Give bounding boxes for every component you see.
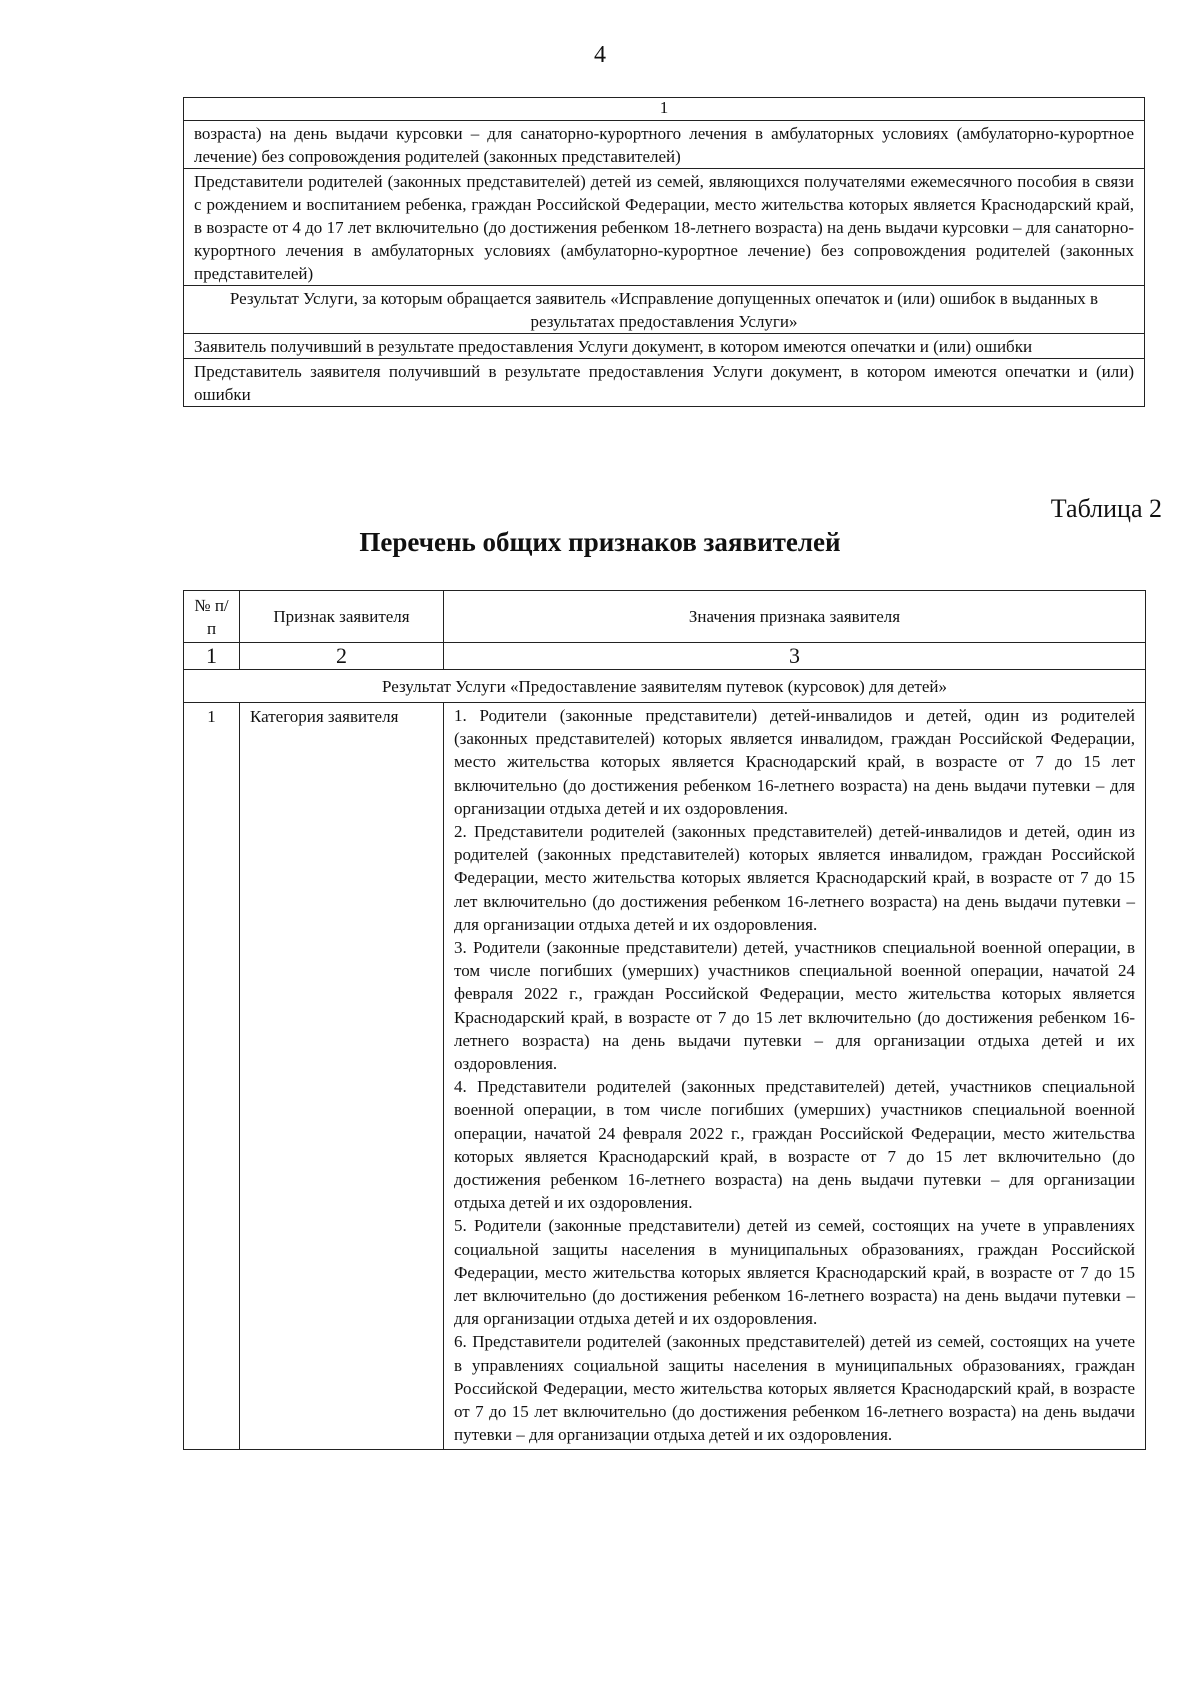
value-item: 6. Представители родителей (законных представителей) детей из семей, состоящих на учете в управлениях социальной защиты населения в муниципальных образованиях, граждан Российской Федерации, место жительства которых является Краснодарский край, в возрасте от 7 до 15 лет включительно (до достижения ребенком 16-летнего возраста) на день выдачи путевки – для организации отдыха детей и их оздоровления.: [454, 1332, 1135, 1445]
table1-row: возраста) на день выдачи курсовки – для санаторно-курортного лечения в амбулаторных условиях (амбулаторно-курортное лечение) без сопровождения родителей (законных представителей): [184, 121, 1145, 169]
table1-column-number: 1: [184, 98, 1145, 121]
value-item: 4. Представители родителей (законных представителей) детей, участников специальной военной операции, в том числе погибших (умерших) участников специальной военной операции, начатой 24 февраля 2022 г., граждан Российской Федерации, место жительства которых является Краснодарский край, в возрасте от 7 до 15 лет включительно (до достижения ребенком 16-летнего возраста) на день выдачи путевки – для организации отдыха детей и их оздоровления.: [454, 1077, 1135, 1213]
applicant-features-table: [183, 590, 1146, 1450]
table-label: Таблица 2: [1050, 494, 1162, 523]
value-item: 5. Родители (законные представители) детей из семей, состоящих на учете в управлениях социальной защиты населения в муниципальных образованиях, граждан Российской Федерации, место жительства которых является Краснодарский край, в возрасте от 7 до 15 лет включительно (до достижения ребенком 16-летнего возраста) на день выдачи путевки – для организации отдыха детей и их оздоровления.: [454, 1216, 1135, 1329]
value-item: 3. Родители (законные представители) детей, участников специальной военной операции, в том числе погибших (умерших) участников специальной военной операции, начатой 24 февраля 2022 г., граждан Российской Федерации, место жительства которых является Краснодарский край, в возрасте от 7 до 15 лет включительно (до достижения ребенком 16-летнего возраста) на день выдачи путевки – для организации отдыха детей и их оздоровления.: [454, 938, 1135, 1074]
page-number: 4: [594, 42, 606, 68]
header-feature: Признак заявителя: [240, 591, 444, 643]
value-item: 1. Родители (законные представители) детей-инвалидов и детей, один из родителей (законных представителей) которых является инвалидом, граждан Российской Федерации, место жительства которых является Краснодарский край, в возрасте от 7 до 15 лет включительно (до достижения ребенком 16-летнего возраста) на день выдачи путевки – для организации отдыха детей и их оздоровления.: [454, 706, 1135, 818]
table1-row: Заявитель получивший в результате предоставления Услуги документ, в котором имеются опечатки и (или) ошибки: [184, 334, 1145, 359]
table1-section-heading: Результат Услуги, за которым обращается заявитель «Исправление допущенных опечаток и (или) ошибок в выданных в результатах предоставления Услуги»: [184, 286, 1145, 334]
row-values: [444, 703, 1146, 1450]
header-values: Значения признака заявителя: [444, 591, 1146, 643]
table1-row: Представители родителей (законных представителей) детей из семей, являющихся получателями ежемесячного пособия в связи с рождением и воспитанием ребенка, граждан Российской Федерации, место жительства которых является Краснодарский край, в возрасте от 4 до 17 лет включительно (до достижения ребенком 18-летнего возраста) на день выдачи курсовки – для санаторно-курортного лечения в амбулаторных условиях (амбулаторно-курортное лечение) без сопровождения родителей (законных представителей): [184, 169, 1145, 286]
column-number: 3: [444, 643, 1146, 670]
table-title: Перечень общих признаков заявителей: [359, 527, 841, 557]
section-title: Результат Услуги «Предоставление заявителям путевок (курсовок) для детей»: [184, 670, 1146, 703]
value-item: 2. Представители родителей (законных представителей) детей-инвалидов и детей, один из родителей (законных представителей) которых является инвалидом, граждан Российской Федерации, место жительства которых является Краснодарский край, в возрасте от 7 до 15 лет включительно (до достижения ребенком 16-летнего возраста) на день выдачи путевки – для организации отдыха детей и их оздоровления.: [454, 822, 1135, 934]
header-number: № п/п: [184, 591, 240, 643]
applicants-table-continued: [183, 97, 1145, 407]
column-number: 1: [184, 643, 240, 670]
row-category: Категория заявителя: [240, 703, 444, 1450]
row-index: 1: [184, 703, 240, 1450]
table1-row: Представитель заявителя получивший в результате предоставления Услуги документ, в котором имеются опечатки и (или) ошибки: [184, 359, 1145, 407]
column-number: 2: [240, 643, 444, 670]
